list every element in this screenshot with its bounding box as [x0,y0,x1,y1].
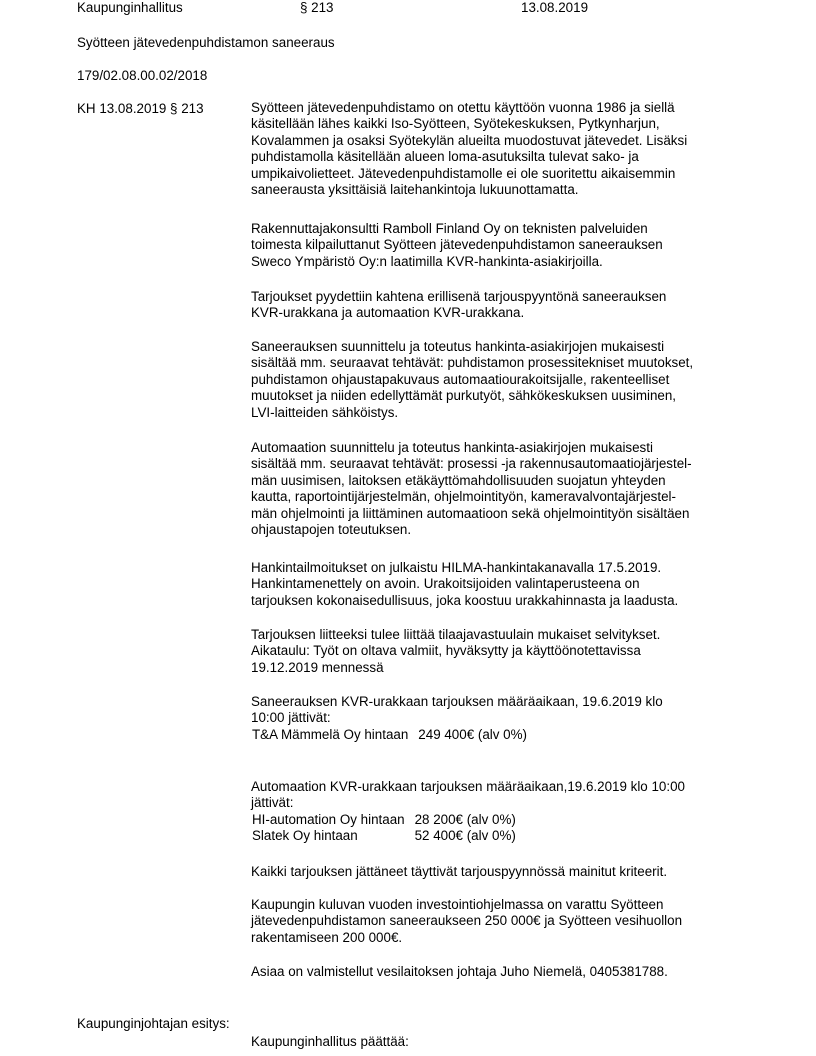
proposal-text: Kaupunginhallitus päättää: [251,1034,409,1049]
bid-row [252,812,516,828]
meeting-reference: KH 13.08.2019 § 213 [77,101,204,116]
bid-table [252,727,527,743]
paragraph-5: Automaation suunnittelu ja toteutus hankinta-asiakirjojen mukaisesti sisältää mm. seuraavat tehtävät: prosessi -ja rakennusautomaatiojärjestel- män uusimisen, laitoksen etäkäyttömahdollisuuden suojatun yhteyden kautta, raportointijärjestelmän, ohjelmointityön, kameravalvontajärjestel- män ohjelmointi ja liittäminen automaatioon sekä ohjelmointityön sisältäen ohjaustapojen toteutuksen. [251,440,692,538]
bid-block-saneeraus [251,694,751,743]
proposal-label: Kaupunginjohtajan esitys: [77,1016,230,1031]
paragraph-2: Rakennuttajakonsultti Ramboll Finland Oy on teknisten palveluiden toimesta kilpailuttanut Syötteen jätevedenpuhdistamon saneerauksen Sweco Ympäristö Oy:n laatimilla KVR-hankinta-asiakirjoilla. [251,221,663,269]
paragraph-1: Syötteen jätevedenpuhdistamo on otettu käyttöön vuonna 1986 ja siellä käsitellään lähes kaikki Iso-Syötteen, Syötekeskuksen, Pytkynharjun, Kovalammen ja osaksi Syötekylän alueilta muodostuvat jätevedet. Lisäksi puhdistamolla käsitellään alueen loma-asutuksilta tulevat sako- ja umpikaivolietteet. Jätevedenpuhdistamolle ei ole suoritettu aikaisemmin saneerausta yksittäisiä laitehankintoja lukuunottamatta. [251,100,688,198]
bid-block-automaatio [251,779,751,845]
bid-row [252,828,516,844]
bid-price: 52 400€ (alv 0%) [414,828,516,844]
closing-paragraph-1: Kaikki tarjouksen jättäneet täyttivät tarjouspyynnössä mainitut kriteerit. [251,864,668,879]
document-title: Syötteen jätevedenpuhdistamon saneeraus [77,35,335,50]
header-section: § 213 [300,0,334,15]
bid-table [252,812,516,845]
header-date: 13.08.2019 [521,0,589,15]
bid-price: 28 200€ (alv 0%) [414,811,516,827]
bid-price: 249 400€ (alv 0%) [418,726,527,742]
bid-company: Slatek Oy hintaan [252,828,358,844]
paragraph-4: Saneerauksen suunnittelu ja toteutus hankinta-asiakirjojen mukaisesti sisältää mm. seuraavat tehtävät: puhdistamon prosessitekniset muutokset, puhdistamon ohjaustapakuvaus automaatiourakoitsijalle, rakenteelliset muutokset ja niiden edellyttämät purkutyöt, sähkökeskuksen uusiminen, LVI-laitteiden sähköistys. [251,339,694,420]
closing-paragraph-2: Kaupungin kuluvan vuoden investointiohjelmassa on varattu Syötteen jätevedenpuhdistamon saneeraukseen 250 000€ ja Syötteen vesihuollon rakentamiseen 200 000€. [251,897,683,945]
closing-paragraph-3: Asiaa on valmistellut vesilaitoksen johtaja Juho Niemelä, 0405381788. [251,964,668,979]
bid-company: HI-automation Oy hintaan [252,811,405,827]
case-number: 179/02.08.00.02/2018 [77,68,208,83]
paragraph-3: Tarjoukset pyydettiin kahtena erillisenä tarjouspyyntönä saneerauksen KVR-urakkana ja automaation KVR-urakkana. [251,289,667,321]
header-organ: Kaupunginhallitus [77,0,183,15]
paragraph-7: Tarjouksen liitteeksi tulee liittää tilaajavastuulain mukaiset selvitykset. Aikataulu: Työt on oltava valmiit, hyväksytty ja käyttöönotettavissa 19.12.2019 mennessä [251,627,661,675]
bid-company: T&A Mämmelä Oy hintaan [252,726,409,742]
bid-intro: Saneerauksen KVR-urakkaan tarjouksen määräaikaan, 19.6.2019 klo 10:00 jättivät: [251,694,663,726]
bid-intro: Automaation KVR-urakkaan tarjouksen määräaikaan,19.6.2019 klo 10:00 jättivät: [251,779,685,811]
bid-row [252,727,527,743]
paragraph-6: Hankintailmoitukset on julkaistu HILMA-hankintakanavalla 17.5.2019. Hankintamenettely on avoin. Urakoitsijoiden valintaperusteena on tarjouksen kokonaisedullisuus, joka koostuu urakkahinnasta ja laadusta. [251,560,679,608]
